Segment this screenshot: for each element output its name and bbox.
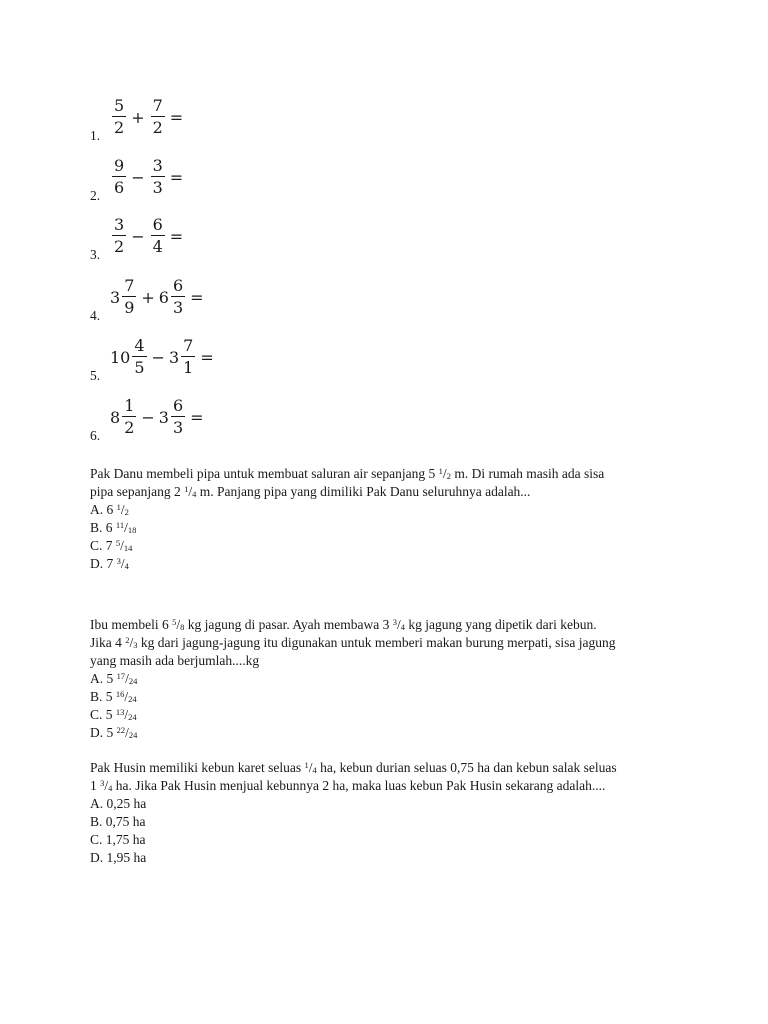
fraction [132, 338, 146, 376]
math-problem-3 [90, 209, 390, 263]
q2-line-3: yang masih ada berjumlah....kg [90, 653, 260, 668]
whole-number: 3 [110, 287, 121, 307]
fraction: $^3/_4$ [392, 617, 405, 632]
fraction-expression [110, 90, 187, 144]
fraction [122, 278, 136, 316]
fraction: $^{16}/_{24}$ [115, 689, 137, 704]
problem-number: 1. [90, 128, 101, 143]
fraction: $^2/_3$ [125, 635, 138, 650]
numerator: 3 [152, 156, 163, 175]
answer-option: B. 0,75 ha [90, 814, 146, 829]
numerator: 9 [114, 156, 125, 175]
denominator: 6 [114, 178, 125, 197]
numerator: 4 [134, 336, 145, 355]
problem-number: 4. [90, 308, 101, 323]
word-problem-3 [90, 759, 690, 867]
answer-option: C. 1,75 ha [90, 832, 146, 847]
fraction: $^1/_4$ [304, 760, 317, 775]
fraction: $^{17}/_{24}$ [116, 671, 138, 686]
fraction-expression [110, 270, 208, 324]
numerator: 5 [114, 96, 125, 115]
answer-option: C. 5 $^{13}/_{24}$ [90, 707, 137, 722]
problem-number: 2. [90, 188, 101, 203]
fraction: $^{13}/_{24}$ [115, 707, 137, 722]
fraction [151, 98, 165, 136]
math-problem-2 [90, 150, 390, 204]
problem-number: 5. [90, 368, 101, 383]
denominator: 9 [124, 298, 135, 317]
fraction: $^5/_{14}$ [115, 538, 133, 553]
denominator: 3 [152, 178, 163, 197]
fraction: $^{22}/_{24}$ [116, 725, 138, 740]
equals-sign: = [190, 407, 204, 427]
numerator: 7 [124, 276, 135, 295]
operator: − [151, 347, 165, 367]
fraction [112, 158, 126, 196]
q1-line-2: pipa sepanjang 2 $^1/_4$ m. Panjang pipa yang dimiliki Pak Danu seluruhnya adalah... [90, 484, 531, 499]
denominator: 2 [152, 118, 163, 137]
whole-number: 10 [110, 347, 131, 367]
whole-number: 3 [158, 407, 169, 427]
fraction [171, 398, 185, 436]
whole-number: 3 [168, 347, 180, 367]
q3-line-2: 1 $^3/_4$ ha. Jika Pak Husin menjual kebunnya 2 ha, maka luas kebun Pak Husin sekarang adalah.... [90, 778, 606, 793]
fraction-expression [110, 209, 187, 263]
fraction: $^{11}/_{18}$ [115, 520, 137, 535]
fraction [151, 217, 165, 255]
q1-options [90, 501, 690, 573]
word-problem-2 [90, 616, 690, 742]
denominator: 3 [172, 298, 184, 317]
answer-option: B. 6 $^{11}/_{18}$ [90, 520, 137, 535]
operator: − [141, 407, 155, 427]
q3-options [90, 795, 690, 867]
denominator: 2 [114, 118, 125, 137]
fraction [112, 98, 126, 136]
operator: − [131, 167, 145, 187]
fraction: $^3/_4$ [100, 778, 113, 793]
numerator: 6 [172, 396, 184, 415]
numerator: 6 [172, 276, 184, 295]
denominator: 3 [172, 418, 184, 437]
answer-option: C. 7 $^5/_{14}$ [90, 538, 133, 553]
fraction-expression [110, 150, 187, 204]
answer-option: A. 5 $^{17}/_{24}$ [90, 671, 138, 686]
q1-line-1: Pak Danu membeli pipa untuk membuat saluran air sepanjang 5 $^1/_2$ m. Di rumah masih ada sisa [90, 466, 605, 481]
denominator: 1 [183, 358, 194, 377]
equals-sign: = [169, 167, 184, 187]
fraction-expression [110, 390, 208, 444]
answer-option: D. 1,95 ha [90, 850, 147, 865]
operator: + [131, 107, 145, 127]
numerator: 7 [183, 336, 194, 355]
fraction-expression [110, 330, 218, 384]
fraction [122, 398, 136, 436]
numerator: 1 [124, 396, 135, 415]
equals-sign: = [190, 287, 204, 307]
word-problem-1 [90, 465, 690, 573]
operator: + [141, 287, 155, 307]
operator: − [131, 226, 145, 246]
q2-options [90, 670, 690, 742]
answer-option: D. 7 $^3/_4$ [90, 556, 129, 571]
numerator: 6 [152, 215, 163, 234]
fraction [171, 278, 185, 316]
equals-sign: = [200, 347, 214, 367]
fraction: $^1/_2$ [438, 466, 451, 481]
denominator: 5 [134, 358, 145, 377]
fraction [181, 338, 195, 376]
fraction: $^1/_4$ [184, 484, 197, 499]
q2-line-2: Jika 4 $^2/_3$ kg dari jagung-jagung itu digunakan untuk memberi makan burung merpati, sisa jagung [90, 635, 616, 650]
whole-number: 8 [110, 407, 121, 427]
q2-line-1: Ibu membeli 6 $^5/_8$ kg jagung di pasar. Ayah membawa 3 $^3/_4$ kg jagung yang dipetik dari kebun. [90, 617, 597, 632]
fraction [151, 158, 165, 196]
numerator: 3 [114, 215, 125, 234]
answer-option: B. 5 $^{16}/_{24}$ [90, 689, 137, 704]
math-problem-4 [90, 270, 390, 324]
denominator: 2 [114, 237, 125, 256]
problem-number: 6. [90, 428, 101, 443]
fraction: $^5/_8$ [172, 617, 185, 632]
fraction: $^1/_2$ [116, 502, 129, 517]
fraction [112, 217, 126, 255]
answer-option: A. 0,25 ha [90, 796, 147, 811]
problem-number: 3. [90, 247, 101, 262]
answer-option: D. 5 $^{22}/_{24}$ [90, 725, 138, 740]
answer-option: A. 6 $^1/_2$ [90, 502, 129, 517]
q3-line-1: Pak Husin memiliki kebun karet seluas $^1/_4$ ha, kebun durian seluas 0,75 ha dan kebun salak seluas [90, 760, 617, 775]
denominator: 2 [124, 418, 135, 437]
whole-number: 6 [158, 287, 169, 307]
denominator: 4 [152, 237, 163, 256]
math-problem-5 [90, 330, 390, 384]
math-problem-6 [90, 390, 390, 444]
equals-sign: = [169, 226, 184, 246]
equals-sign: = [169, 107, 184, 127]
fraction: $^3/_4$ [116, 556, 129, 571]
math-problem-1 [90, 90, 390, 144]
numerator: 7 [152, 96, 163, 115]
